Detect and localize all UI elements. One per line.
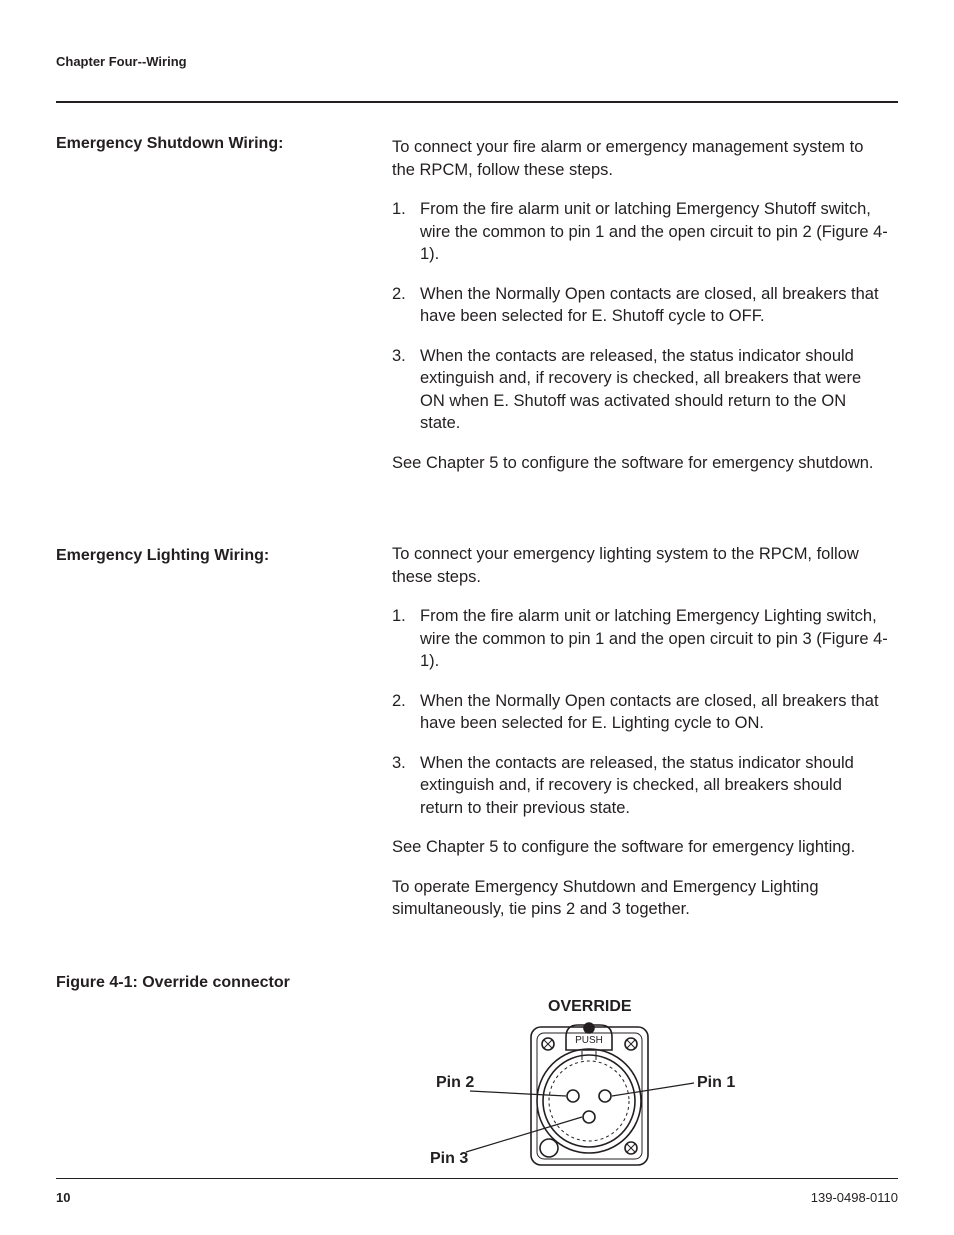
pin-3-label: Pin 3 <box>430 1150 469 1167</box>
step-number: 1. <box>392 200 406 218</box>
socket-outer-ring <box>537 1049 641 1153</box>
lighting-intro: To connect your emergency lighting system to the RPCM, follow these steps. <box>392 545 859 586</box>
list-item <box>392 198 888 266</box>
list-item <box>392 690 888 735</box>
figure-caption: Figure 4-1: Override connector <box>56 974 290 991</box>
socket-inner-ring <box>543 1055 635 1147</box>
step-number: 3. <box>392 346 406 365</box>
step-number: 3. <box>392 753 406 772</box>
pin-1-socket <box>599 1090 611 1102</box>
step-number: 2. <box>392 691 406 710</box>
list-item <box>392 283 888 328</box>
list-item <box>392 605 888 673</box>
connector-housing <box>531 1027 648 1165</box>
footer-divider <box>56 1178 898 1179</box>
pin-3-socket <box>583 1111 595 1123</box>
shutdown-steps <box>392 198 888 435</box>
override-connector-diagram <box>420 995 720 1170</box>
push-text: PUSH <box>575 1035 603 1046</box>
document-number: 139-0498-0110 <box>810 1190 898 1205</box>
pin-2-leader <box>470 1091 566 1096</box>
step-text: When the Normally Open contacts are closed, all breakers that have been selected for E. Lighting cycle to ON. <box>420 691 879 732</box>
pin-1-leader <box>612 1083 694 1096</box>
pin-2-socket <box>567 1090 579 1102</box>
lighting-body <box>392 543 888 938</box>
list-item <box>392 752 888 820</box>
simultaneous-note: To operate Emergency Shutdown and Emergency Lighting simultaneously, tie pins 2 and 3 together. <box>392 877 819 918</box>
step-text: When the contacts are released, the status indicator should extinguish and, if recovery is checked, all breakers should return to their previous state. <box>420 753 854 817</box>
step-text: From the fire alarm unit or latching Emergency Lighting switch, wire the common to pin 1 and the open circuit to pin 3 (Figure 4-1). <box>420 607 888 670</box>
header-divider <box>56 101 898 103</box>
shutdown-heading: Emergency Shutdown Wiring: <box>56 135 284 152</box>
lighting-steps <box>392 605 888 819</box>
step-text: When the contacts are released, the status indicator should extinguish and, if recovery is checked, all breakers that were ON when E. Shutoff was activated should return to the ON state. <box>420 346 862 432</box>
chapter-header: Chapter Four--Wiring <box>56 54 187 69</box>
pin-1-label: Pin 1 <box>697 1074 736 1091</box>
list-item <box>392 345 888 435</box>
mount-hole-bottom-left <box>540 1139 558 1157</box>
lighting-heading: Emergency Lighting Wiring: <box>56 547 270 564</box>
shutdown-body <box>392 136 888 491</box>
step-number: 2. <box>392 284 406 303</box>
shutdown-note: See Chapter 5 to configure the software for emergency shutdown. <box>392 453 874 472</box>
shutdown-intro: To connect your fire alarm or emergency management system to the RPCM, follow these steps. <box>392 138 864 179</box>
step-number: 1. <box>392 607 406 625</box>
pin-2-label: Pin 2 <box>436 1074 475 1091</box>
page-number: 10 <box>56 1190 71 1205</box>
step-text: When the Normally Open contacts are closed, all breakers that have been selected for E. Shutoff cycle to OFF. <box>420 284 879 325</box>
lighting-note: See Chapter 5 to configure the software for emergency lighting. <box>392 838 856 856</box>
step-text: From the fire alarm unit or latching Emergency Shutoff switch, wire the common to pin 1 and the open circuit to pin 2 (Figure 4-1). <box>420 200 888 263</box>
override-label: OVERRIDE <box>548 998 632 1015</box>
